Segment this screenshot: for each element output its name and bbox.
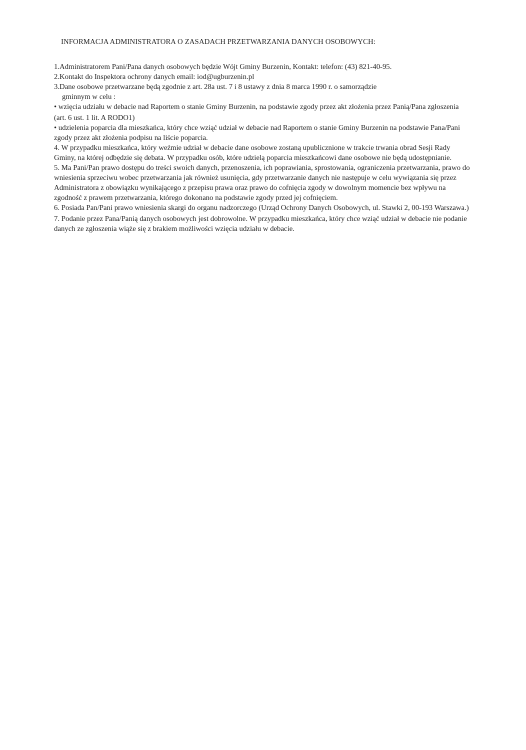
paragraph-publication: 4. W przypadku mieszkańca, który weźmie udział w debacie dane osobowe zostaną upublicznione w trakcie trwania obrad Sesji Rady Gminy, na której odbędzie się debata. W przypadku osób, które udzielą poparcia mieszkańcowi dane osobowe nie będą udostępnianie. (54, 142, 452, 162)
paragraph-legal-basis-continued: gminnym w celu : (62, 92, 116, 102)
paragraph-rights: 5. Ma Pani/Pan prawo dostępu do treści swoich danych, przenoszenia, ich poprawiania, sprostowania, ograniczenia przetwarzania, prawo do wniesienia sprzeciwu wobec przetwarzania jak również usunięcia, gdy przetwarzanie danych nie następuje w celu wywiązania się przez Administratora z obowiązku wynikającego z przepisu prawa oraz prawo do cofnięcia zgody w dowolnym momencie bez wpływu na zgodność z prawem przetwarzania, którego dokonano na podstawie zgody przed jej cofnięciem. (54, 163, 470, 203)
bullet-support: • udzielenia poparcia dla mieszkańca, który chce wziąć udział w debacie nad Raportem o stanie Gminy Burzenin na podstawie Pana/Pani zgody przez akt złożenia podpisu na liście poparcia. (54, 122, 461, 142)
paragraph-administrator: 1.Administratorem Pani/Pana danych osobowych będzie Wójt Gminy Burzenin, Kontakt: telefon: (43) 821-40-95. (54, 62, 392, 72)
paragraph-inspector-contact: 2.Kontakt do Inspektora ochrony danych email: iod@ugburzenin.pl (54, 72, 255, 82)
document-body (54, 37, 472, 234)
bullet-debate-participation: • wzięcia udziału w debacie nad Raportem o stanie Gminy Burzenin, na podstawie zgody przez akt złożenia przez Panią/Pana zgłoszenia (art. 6 ust. 1 lit. A RODO1) (54, 102, 459, 122)
document-title: INFORMACJA ADMINISTRATORA O ZASADACH PRZETWARZANIA DANYCH OSOBOWYCH: (61, 37, 376, 46)
paragraph-legal-basis: 3.Dane osobowe przetwarzane będą zgodnie z art. 28a ust. 7 i 8 ustawy z dnia 8 marca 1990 r. o samorządzie (54, 82, 377, 92)
paragraph-voluntary: 7. Podanie przez Pana/Panią danych osobowych jest dobrowolne. W przypadku mieszkańca, który chce wziąć udział w debacie nie podanie danych ze zgłoszenia wiąże się z brakiem możliwości wzięcia udziału w debacie. (54, 213, 467, 233)
paragraph-complaint: 6. Posiada Pan/Pani prawo wniesienia skargi do organu nadzorczego (Urząd Ochrony Danych Osobowych, ul. Stawki 2, 00-193 Warszawa.) (54, 203, 469, 213)
